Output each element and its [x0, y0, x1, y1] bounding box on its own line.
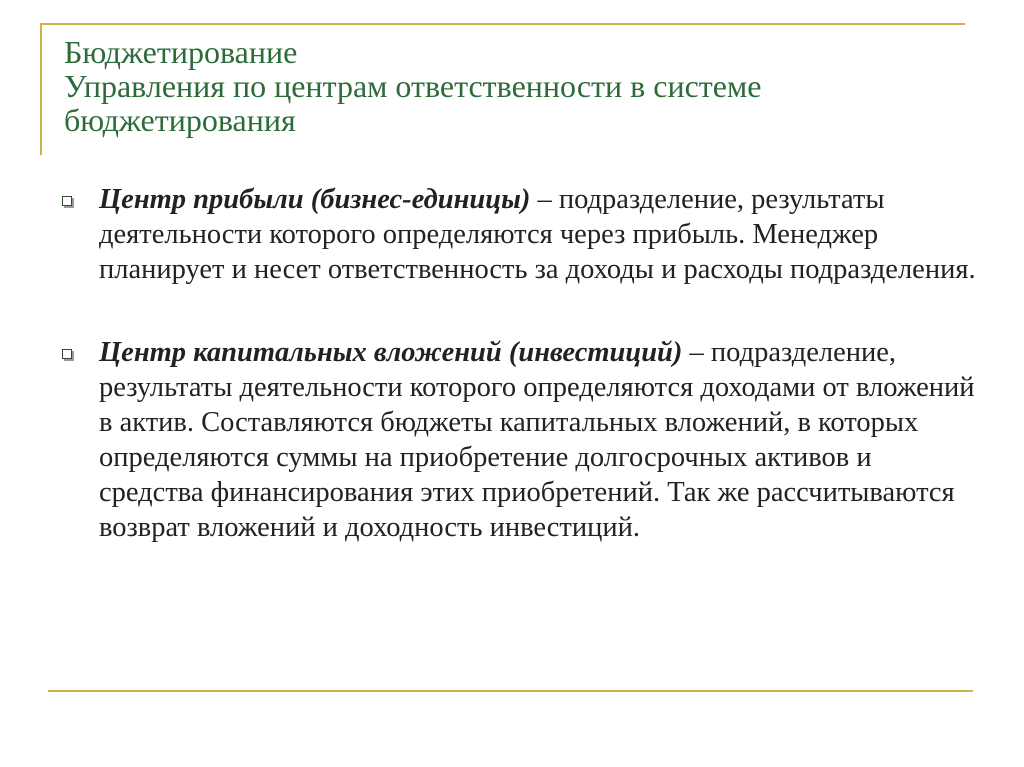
slide-title: [64, 35, 964, 137]
top-divider: [40, 23, 965, 25]
square-bullet-icon: [62, 349, 72, 359]
bullet-dash: –: [530, 184, 559, 215]
left-divider: [40, 23, 42, 155]
bullet-term: Центр прибыли (бизнес-единицы): [99, 184, 531, 215]
title-line-3: бюджетирования: [64, 102, 296, 138]
bullet-profit-center: [62, 182, 982, 287]
bullet-text: подразделение, результаты деятельности которого определяются через прибыль. Менеджер планирует и несет ответственность за доходы и расходы подразделения.: [99, 184, 976, 285]
bullet-list: [62, 182, 982, 545]
bullet-dash: –: [682, 337, 711, 368]
bullet-term: Центр капитальных вложений (инвестиций): [99, 337, 683, 368]
title-line-1: Бюджетирование: [64, 34, 298, 70]
bottom-divider: [48, 690, 973, 692]
bullet-investment-center: [62, 335, 982, 545]
square-bullet-icon: [62, 196, 72, 206]
title-line-2: Управления по центрам ответственности в системе: [64, 68, 762, 104]
bullet-text: подразделение, результаты деятельности которого определяются доходами от вложений в актив. Составляются бюджеты капитальных вложений, в которых определяются суммы на приобретение долгосрочных активов и средства финансирования этих приобретений. Так же рассчитываются возврат вложений и доходность инвестиций.: [99, 337, 975, 543]
